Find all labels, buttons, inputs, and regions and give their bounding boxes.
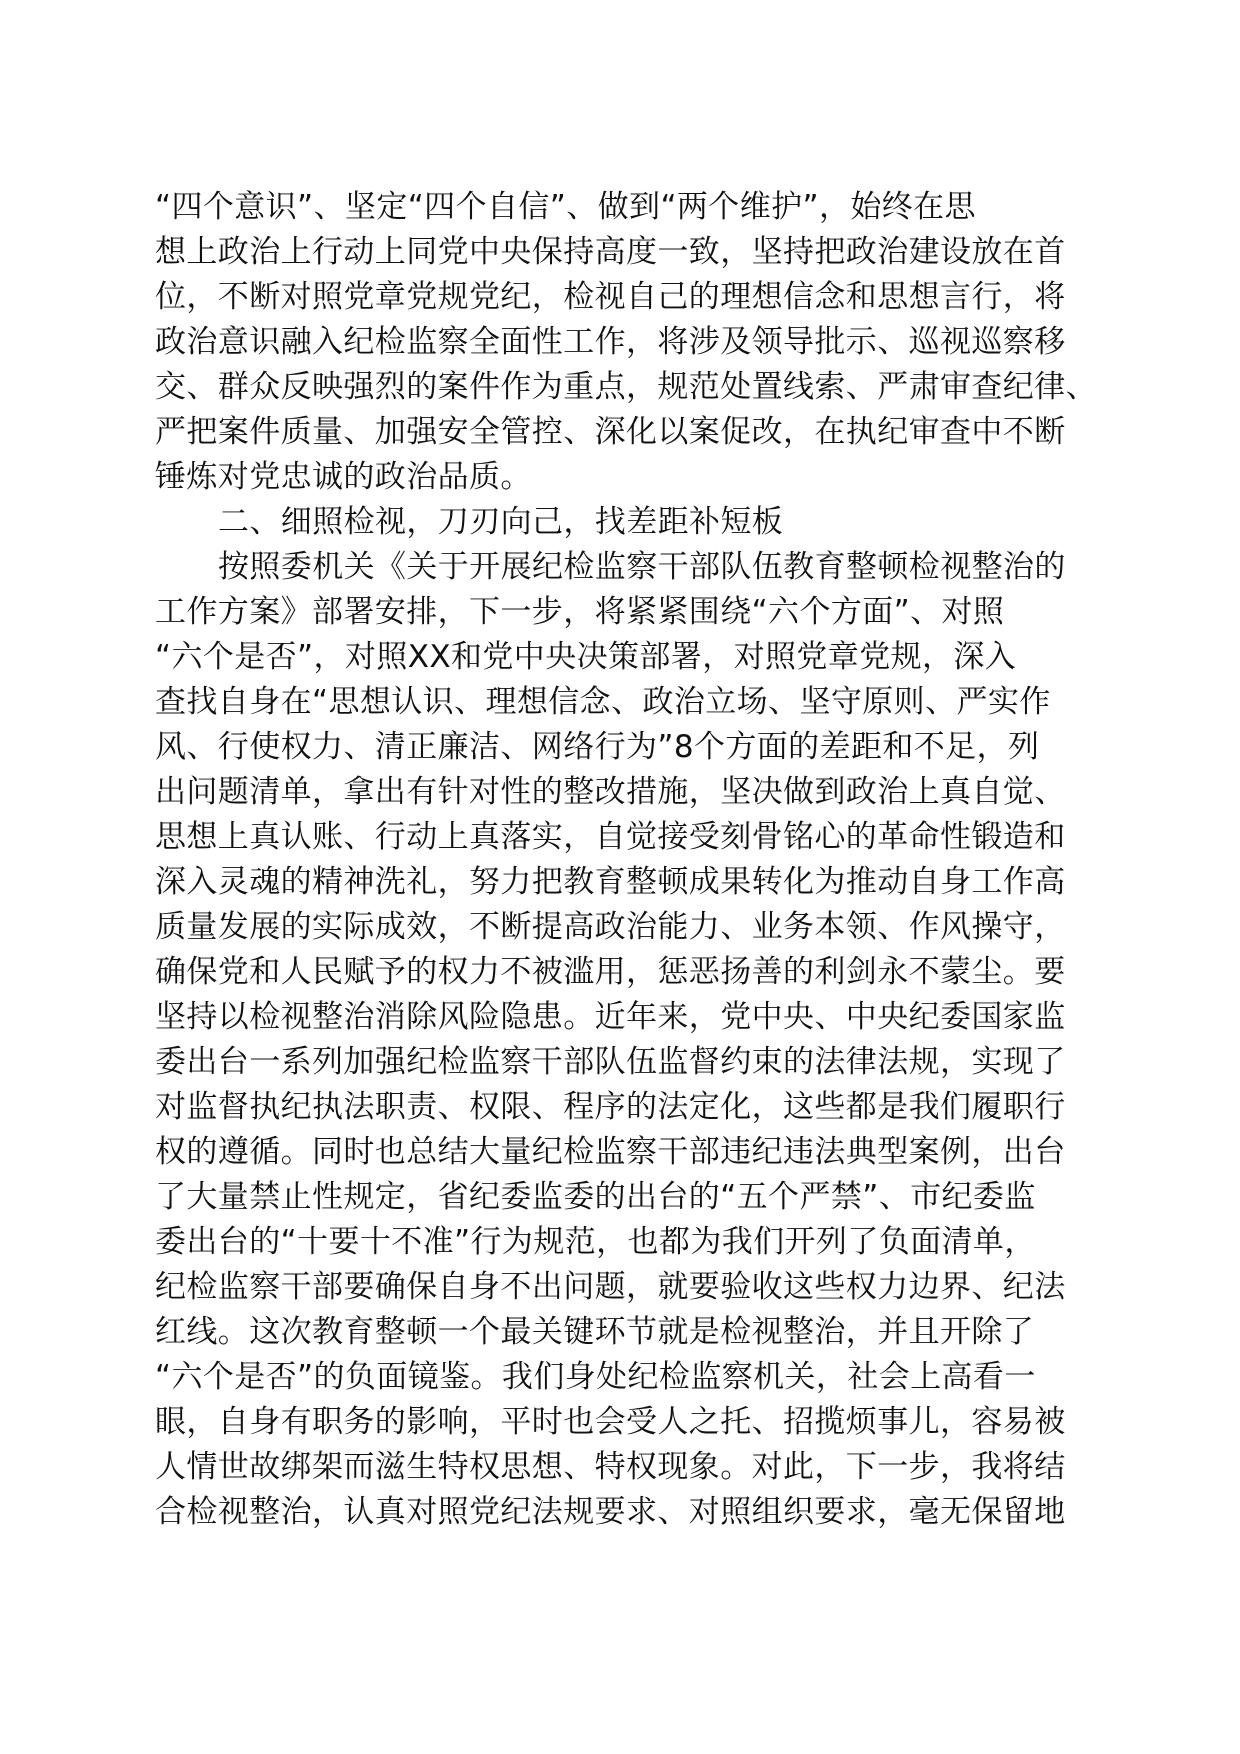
text-line: “六个是否”，对照XX和党中央决策部署，对照党章党规，深入 — [155, 639, 1017, 675]
text-line: 合检视整治，认真对照党纪法规要求、对照组织要求，毫无保留地 — [155, 1494, 1066, 1530]
section-heading: 二、细照检视，刀刃向己，找差距补短板 — [218, 504, 784, 540]
text-line: 权的遵循。同时也总结大量纪检监察干部违纪违法典型案例，出台 — [155, 1134, 1066, 1170]
text-line: 想上政治上行动上同党中央保持高度一致，坚持把政治建设放在首 — [155, 234, 1066, 270]
text-line: 严把案件质量、加强安全管控、深化以案促改，在执纪审查中不断 — [155, 414, 1066, 450]
text-line: 锤炼对党忠诚的政治品质。 — [155, 459, 532, 495]
text-line: 眼，自身有职务的影响，平时也会受人之托、招揽烦事儿，容易被 — [155, 1404, 1066, 1440]
text-line: 交、群众反映强烈的案件作为重点，规范处置线索、严肃审查纪律、 — [155, 369, 1097, 405]
text-line: “四个意识”、坚定“四个自信”、做到“两个维护”，始终在思 — [155, 189, 976, 225]
text-line: 了大量禁止性规定，省纪委监委的出台的“五个严禁”、市纪委监 — [155, 1179, 1036, 1215]
text-line: 委出台一系列加强纪检监察干部队伍监督约束的法律法规，实现了 — [155, 1044, 1066, 1080]
text-line: 红线。这次教育整顿一个最关键环节就是检视整治，并且开除了 — [155, 1314, 1035, 1350]
text-line: 确保党和人民赋予的权力不被滥用，惩恶扬善的利剑永不蒙尘。要 — [155, 954, 1066, 990]
text-line: 人情世故绑架而滋生特权思想、特权现象。对此，下一步，我将结 — [155, 1449, 1066, 1485]
text-line: 位，不断对照党章党规党纪，检视自己的理想信念和思想言行，将 — [155, 279, 1066, 315]
text-line: 深入灵魂的精神洗礼，努力把教育整顿成果转化为推动自身工作高 — [155, 864, 1066, 900]
text-line: 出问题清单，拿出有针对性的整改措施，坚决做到政治上真自觉、 — [155, 774, 1066, 810]
text-line: 纪检监察干部要确保自身不出问题，就要验收这些权力边界、纪法 — [155, 1269, 1066, 1305]
text-line: 工作方案》部署安排，下一步，将紧紧围绕“六个方面”、对照 — [155, 594, 1005, 630]
text-line: 政治意识融入纪检监察全面性工作，将涉及领导批示、巡视巡察移 — [155, 324, 1066, 360]
text-line: 风、行使权力、清正廉洁、网络行为”8个方面的差距和不足，列 — [155, 729, 1040, 765]
text-line: “六个是否”的负面镜鉴。我们身处纪检监察机关，社会上高看一 — [155, 1359, 1036, 1395]
text-line: 坚持以检视整治消除风险隐患。近年来，党中央、中央纪委国家监 — [155, 999, 1066, 1035]
text-line: 思想上真认账、行动上真落实，自觉接受刻骨铭心的革命性锻造和 — [155, 819, 1066, 855]
text-line: 查找自身在“思想认识、理想信念、政治立场、坚守原则、严实作 — [155, 684, 1051, 720]
text-line: 委出台的“十要十不准”行为规范，也都为我们开列了负面清单， — [155, 1224, 1036, 1260]
text-line: 对监督执纪执法职责、权限、程序的法定化，这些都是我们履职行 — [155, 1089, 1066, 1125]
text-line: 按照委机关《关于开展纪检监察干部队伍教育整顿检视整治的 — [218, 549, 1066, 585]
text-line: 质量发展的实际成效，不断提高政治能力、业务本领、作风操守， — [155, 909, 1066, 945]
